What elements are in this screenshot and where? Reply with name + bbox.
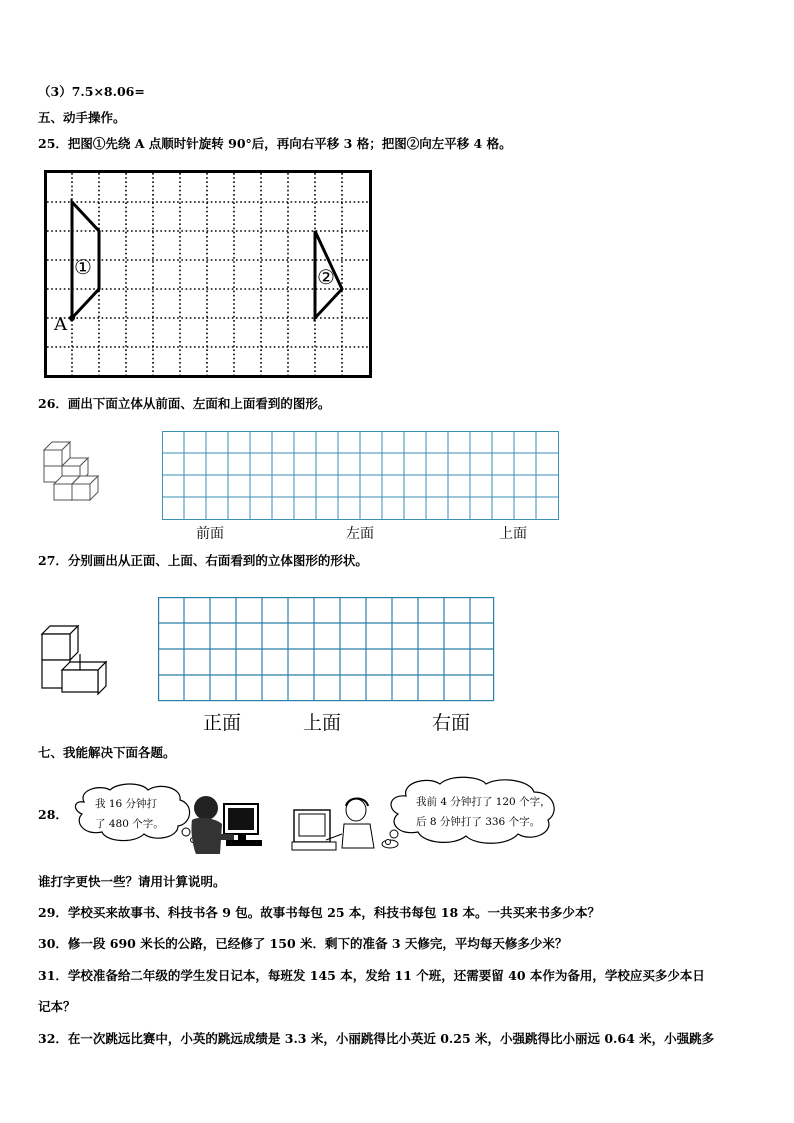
question-31-line-1: 31．学校准备给二年级的学生发日记本，每班发 145 本，发给 11 个班，还需要留 40 本作为备用，学校应买多少本日 xyxy=(38,968,705,983)
shape-2-label: ② xyxy=(317,265,335,289)
question-26: 26．画出下面立体从前面、左面和上面看到的图形。 xyxy=(38,396,331,411)
question-25: 25．把图①先绕 A 点顺时针旋转 90°后，再向右平移 3 格；把图②向左平移 4 格。 xyxy=(38,136,512,151)
question-28-number: 28． xyxy=(38,807,68,822)
section-5-heading: 五、动手操作。 xyxy=(38,110,126,125)
thought-bubble-left xyxy=(70,782,198,848)
shape-1-label: ① xyxy=(74,255,92,279)
question-29: 29．学校买来故事书、科技书各 9 包。故事书每包 25 本，科技书每包 18 本。一共买来书多少本？ xyxy=(38,905,600,920)
thought-bubble-right xyxy=(384,776,562,848)
solid-27 xyxy=(38,624,112,694)
label-front-26: 前面 xyxy=(196,526,224,542)
bubble-right-line-1: 我前 4 分钟打了 120 个字， xyxy=(416,796,551,808)
label-left-26: 左面 xyxy=(346,526,374,542)
label-front-27: 正面 xyxy=(203,712,242,734)
label-right-27: 右面 xyxy=(432,712,471,734)
label-top-27: 上面 xyxy=(303,712,342,734)
solid-26 xyxy=(40,438,110,508)
boy-at-computer-image xyxy=(186,794,278,856)
grid-27 xyxy=(158,597,496,703)
figure-25-grid xyxy=(44,170,372,380)
question-30: 30．修一段 690 米长的公路，已经修了 150 米．剩下的准备 3 天修完，平均每天修多少米？ xyxy=(38,936,568,951)
question-32: 32．在一次跳远比赛中，小英的跳远成绩是 3.3 米，小丽跳得比小英近 0.25 米，小强跳得比小丽远 0.64 米，小强跳多 xyxy=(38,1031,715,1046)
bubble-left-line-1: 我 16 分钟打 xyxy=(95,798,158,810)
question-28-ask: 谁打字更快一些？请用计算说明。 xyxy=(38,874,226,889)
bubble-right-line-2: 后 8 分钟打了 336 个字。 xyxy=(416,816,541,828)
question-31-line-2: 记本？ xyxy=(38,999,76,1014)
section-7-heading: 七、我能解决下面各题。 xyxy=(38,745,176,760)
bubble-left-line-2: 了 480 个字。 xyxy=(95,818,164,830)
calc-item-3: （3）7.5×8.06= xyxy=(38,84,145,99)
label-top-26: 上面 xyxy=(499,526,527,542)
grid-26 xyxy=(162,431,560,521)
point-a-label: A xyxy=(54,314,67,335)
question-27: 27．分别画出从正面、上面、右面看到的立体图形的形状。 xyxy=(38,553,368,568)
